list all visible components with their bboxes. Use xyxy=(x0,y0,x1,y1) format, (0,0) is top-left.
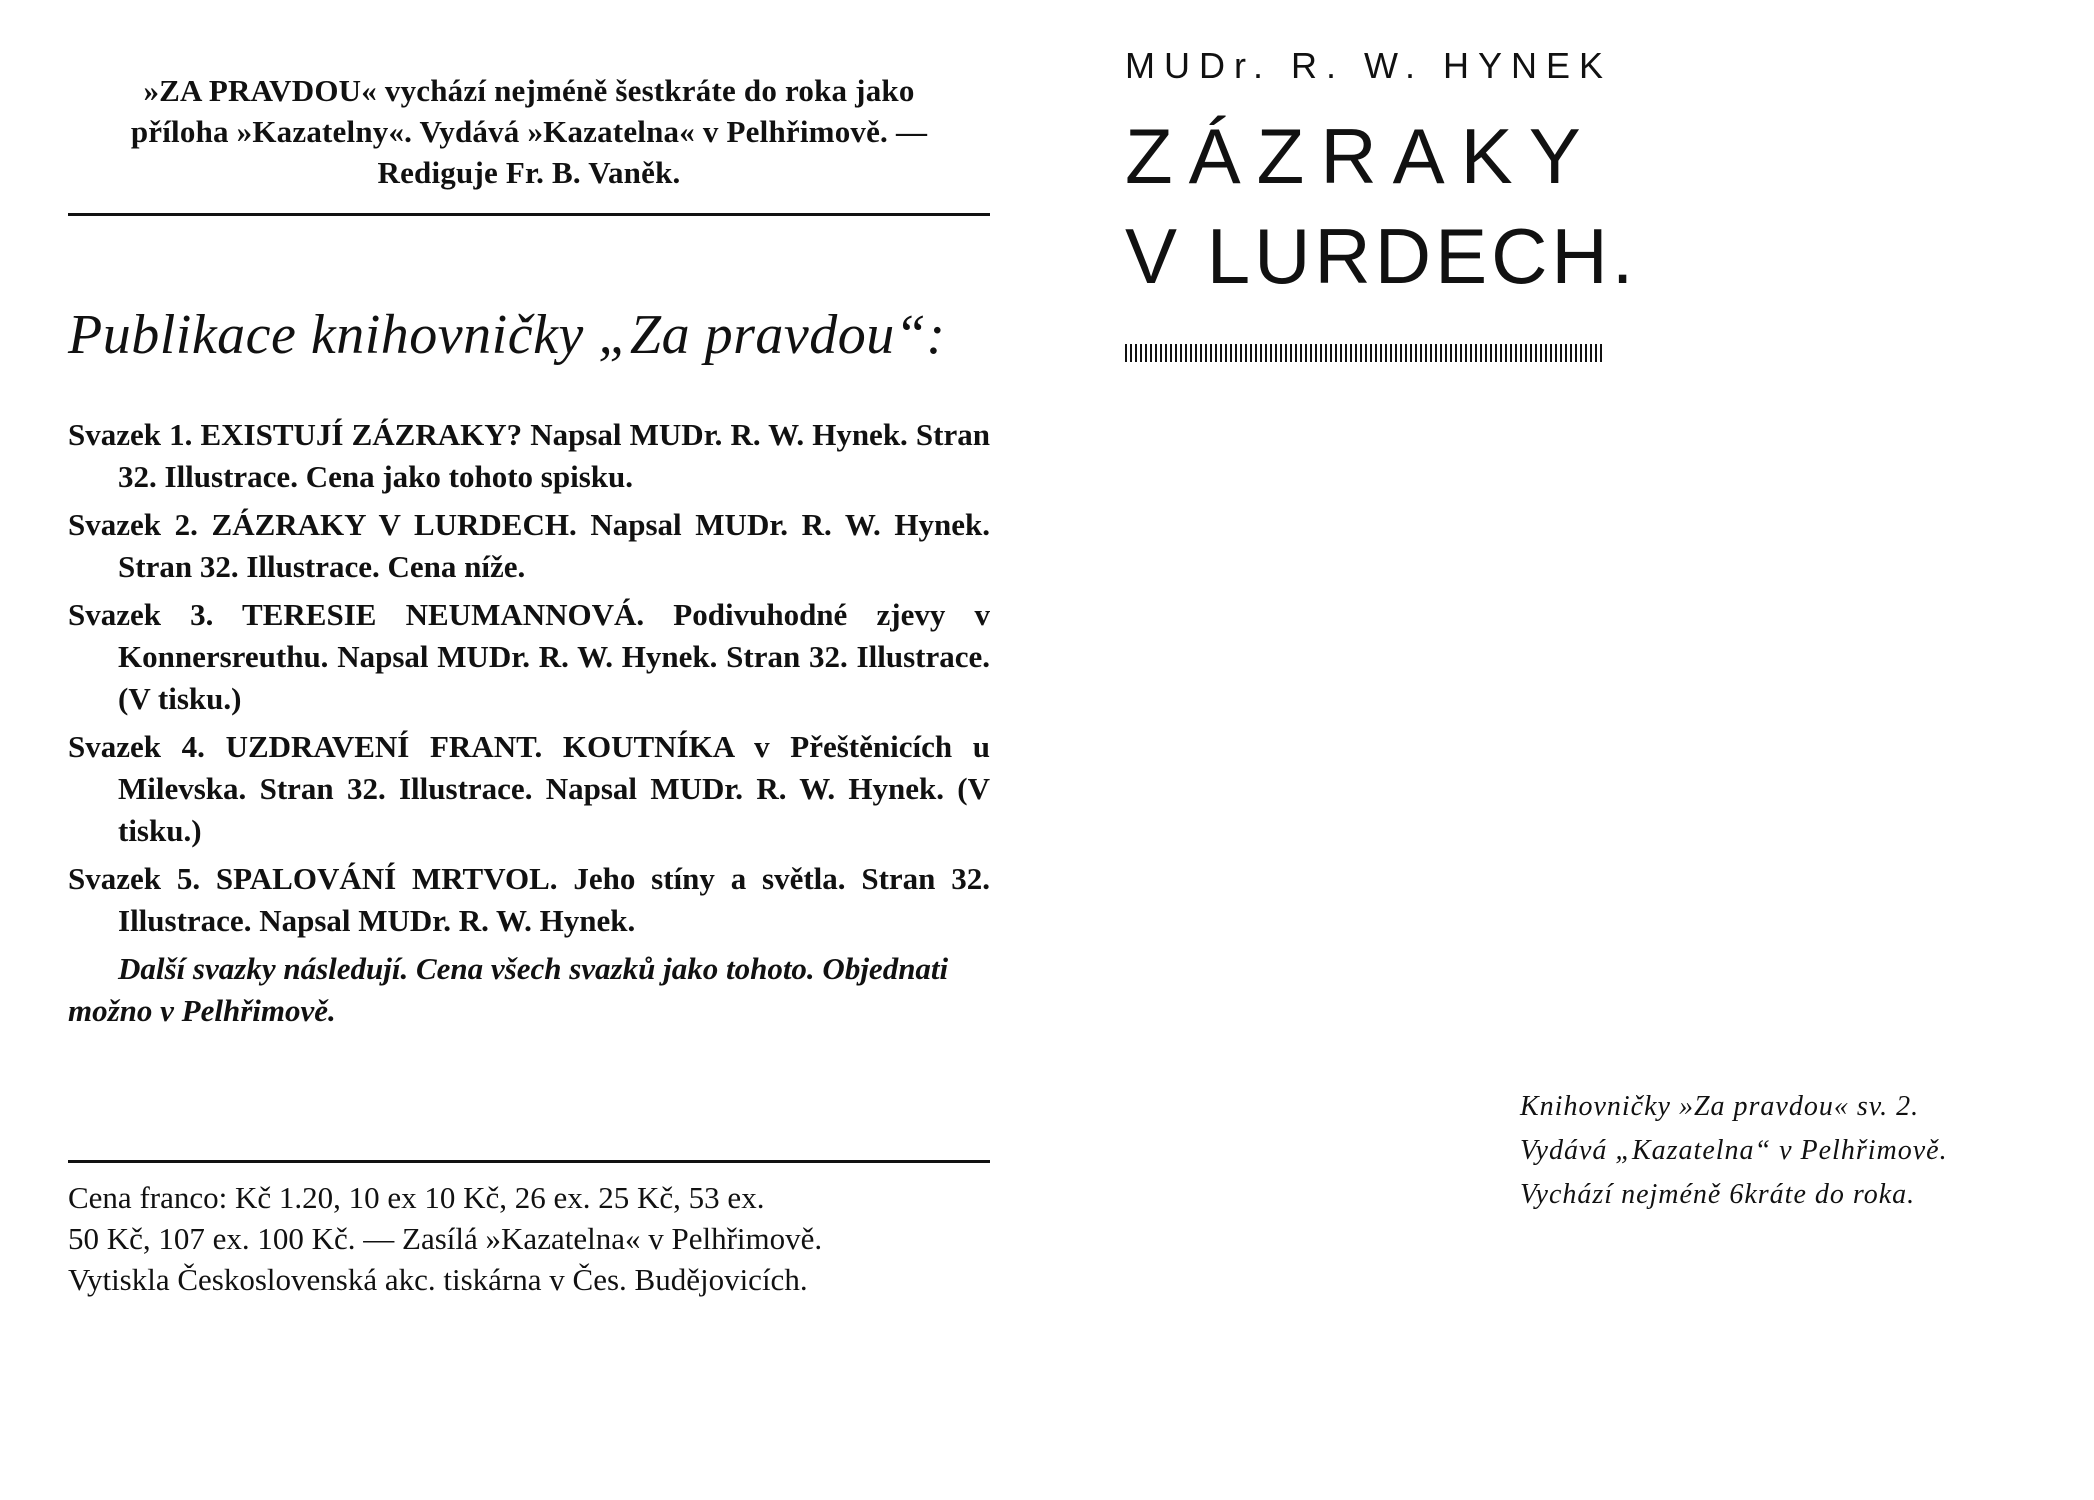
volume-list xyxy=(68,414,990,942)
volume-entry: Svazek 1. EXISTUJÍ ZÁZRAKY? Napsal MUDr. R. W. Hynek. Stran 32. Illustrace. Cena jako tohoto spisku. xyxy=(68,417,990,494)
title-page xyxy=(1125,44,1638,362)
series-colophon xyxy=(1520,1085,2040,1217)
divider-rule xyxy=(68,213,990,216)
further-volumes-note: Další svazky následují. Cena všech svazků jako tohoto. Objednati možno v Pelhřimově. xyxy=(68,951,949,1028)
periodical-note xyxy=(68,70,990,193)
volume-entry: Svazek 5. SPALOVÁNÍ MRTVOL. Jeho stíny a světla. Stran 32. Illustrace. Napsal MUDr. R. W. Hynek. xyxy=(68,861,990,938)
periodical-note-line: »ZA PRAVDOU« vychází nejméně šestkráte do roka jako xyxy=(143,73,915,108)
decorative-hatch-rule xyxy=(1125,344,1603,362)
colophon-line: Knihovničky »Za pravdou« sv. 2. xyxy=(1520,1091,1920,1122)
book-title-line: V LURDECH. xyxy=(1125,212,1638,300)
volume-entry: Svazek 4. UZDRAVENÍ FRANT. KOUTNÍKA v Přeštěnicích u Milevska. Stran 32. Illustrace. Napsal MUDr. R. W. Hynek. (V tisku.) xyxy=(68,729,990,848)
periodical-note-line: Rediguje Fr. B. Vaněk. xyxy=(377,155,681,190)
divider-rule xyxy=(68,1160,990,1163)
price-note-line: Cena franco: Kč 1.20, 10 ex 10 Kč, 26 ex. 25 Kč, 53 ex. xyxy=(68,1180,765,1215)
colophon-line: Vydává „Kazatelna“ v Pelhřimově. xyxy=(1520,1135,1948,1166)
price-note-line: 50 Kč, 107 ex. 100 Kč. — Zasílá »Kazatelna« v Pelhřimově. xyxy=(68,1221,823,1256)
price-note-line: Vytiskla Československá akc. tiskárna v Čes. Budějovicích. xyxy=(68,1262,808,1297)
left-page xyxy=(68,70,990,1300)
volume-entry: Svazek 2. ZÁZRAKY V LURDECH. Napsal MUDr. R. W. Hynek. Stran 32. Illustrace. Cena níže. xyxy=(68,507,990,584)
author-name: MUDr. R. W. HYNEK xyxy=(1125,45,1613,86)
periodical-note-line: příloha »Kazatelny«. Vydává »Kazatelna« v Pelhřimově. — xyxy=(130,114,928,149)
volume-entry: Svazek 3. TERESIE NEUMANNOVÁ. Podivuhodné zjevy v Konnersreuthu. Napsal MUDr. R. W. Hynek. Stran 32. Illustrace. (V tisku.) xyxy=(68,597,990,716)
publications-heading: Publikace knihovničky „Za pravdou“: xyxy=(68,304,946,366)
book-title xyxy=(1125,106,1638,306)
book-title-line: ZÁZRAKY xyxy=(1125,112,1597,200)
colophon-line: Vychází nejméně 6kráte do roka. xyxy=(1520,1179,1916,1210)
price-note xyxy=(68,1177,990,1300)
